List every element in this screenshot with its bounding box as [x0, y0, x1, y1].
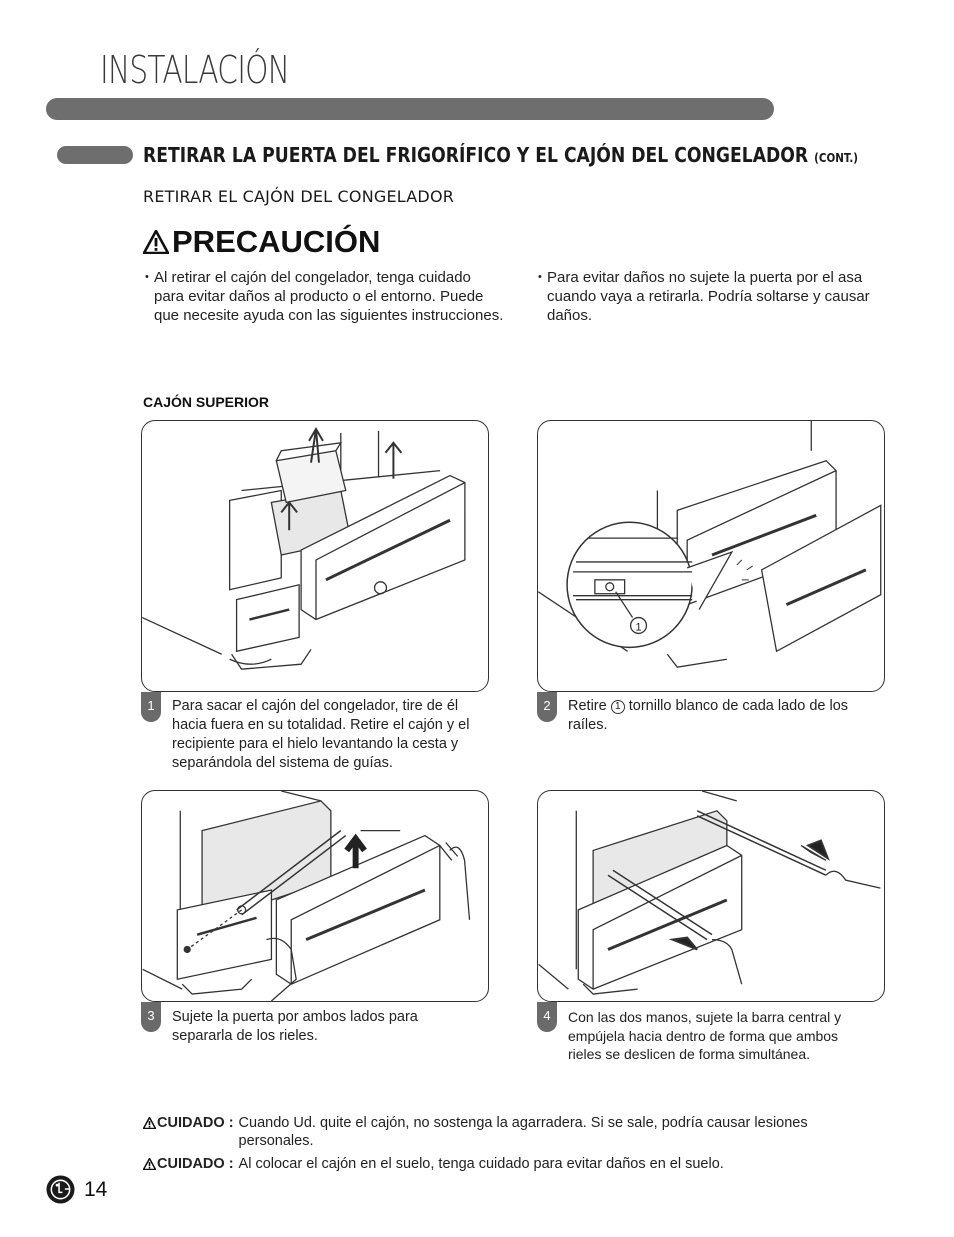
figure-step-2: [537, 420, 885, 692]
step-1-tab: 1: [141, 692, 161, 722]
section-pill: [57, 146, 133, 164]
screw-callout-icon: [611, 700, 625, 714]
caution-heading: [143, 224, 380, 260]
note-2: [143, 1155, 854, 1173]
section-cont: (CONT.): [814, 151, 858, 165]
step-2-text-start: Retire: [568, 698, 607, 714]
warning-icon: [143, 1117, 156, 1129]
upper-drawer-label: CAJÓN SUPERIOR: [143, 394, 270, 410]
title-bar: [46, 98, 774, 120]
rail-push-in-illustration: [538, 791, 884, 1001]
step-3-tab: 3: [141, 1002, 161, 1032]
caution-bullet-2-text: Para evitar daños no sujete la puerta por el asa cuando vaya a retirarla. Podría soltarse y causar daños.: [547, 269, 870, 324]
step-2-text-end: tornillo blanco de cada lado de los raíles.: [568, 698, 849, 733]
warning-icon: [143, 1158, 156, 1170]
note-2-label-text: CUIDADO :: [157, 1156, 234, 1172]
figure-callout: 1: [635, 621, 642, 634]
page-title: INSTALACIÓN: [100, 48, 290, 92]
caution-bullet-1: [145, 268, 505, 325]
bullet-dot: •: [538, 271, 542, 283]
section-title-text: RETIRAR LA PUERTA DEL FRIGORÍFICO Y EL CAJÓN DEL CONGELADOR: [143, 143, 809, 167]
page-number: 14: [84, 1178, 108, 1201]
note-1-label-text: CUIDADO :: [157, 1115, 234, 1131]
screw-callout-number: 1: [614, 701, 621, 712]
note-1: [143, 1114, 854, 1150]
figure-step-3: [141, 790, 489, 1002]
warning-icon: [143, 230, 169, 254]
caution-bullet-1-text: Al retirar el cajón del congelador, tenga cuidado para evitar daños al producto o el entorno. Puede que necesite ayuda con las siguientes instrucciones.: [154, 269, 504, 324]
step-2-text: [568, 697, 886, 735]
door-separation-illustration: [142, 791, 488, 1001]
step-2-tab: 2: [537, 692, 557, 722]
note-2-label: [143, 1155, 234, 1173]
note-2-text: Al colocar el cajón en el suelo, tenga cuidado para evitar daños en el suelo.: [238, 1156, 724, 1172]
caution-bullet-2: [538, 268, 888, 325]
note-1-text: Cuando Ud. quite el cajón, no sostenga la agarradera. Si se sale, podría causar lesiones personales.: [238, 1115, 808, 1149]
rail-screw-removal-illustration: [538, 421, 884, 691]
step-1-text: Para sacar el cajón del congelador, tire de él hacia fuera en su totalidad. Retire el cajón y el recipiente para el hielo levantando la cesta y separándola del sistema de guías.: [172, 698, 470, 771]
figure-step-4: [537, 790, 885, 1002]
step-4-text: Con las dos manos, sujete la barra central y empújela hacia dentro de forma que ambos rieles se deslicen de forma simultánea.: [568, 1009, 842, 1062]
section-title: [143, 143, 858, 167]
lg-logo-icon: [46, 1175, 75, 1204]
bullet-dot: •: [145, 271, 149, 283]
figure-step-1: [141, 420, 489, 692]
freezer-drawer-pull-out-illustration: [142, 421, 488, 691]
step-3-text: Sujete la puerta por ambos lados para separarla de los rieles.: [172, 1009, 418, 1044]
step-4-tab: 4: [537, 1002, 557, 1032]
subsection-title: RETIRAR EL CAJÓN DEL CONGELADOR: [143, 187, 455, 206]
caution-heading-text: PRECAUCIÓN: [172, 224, 381, 259]
note-1-label: [143, 1114, 234, 1132]
